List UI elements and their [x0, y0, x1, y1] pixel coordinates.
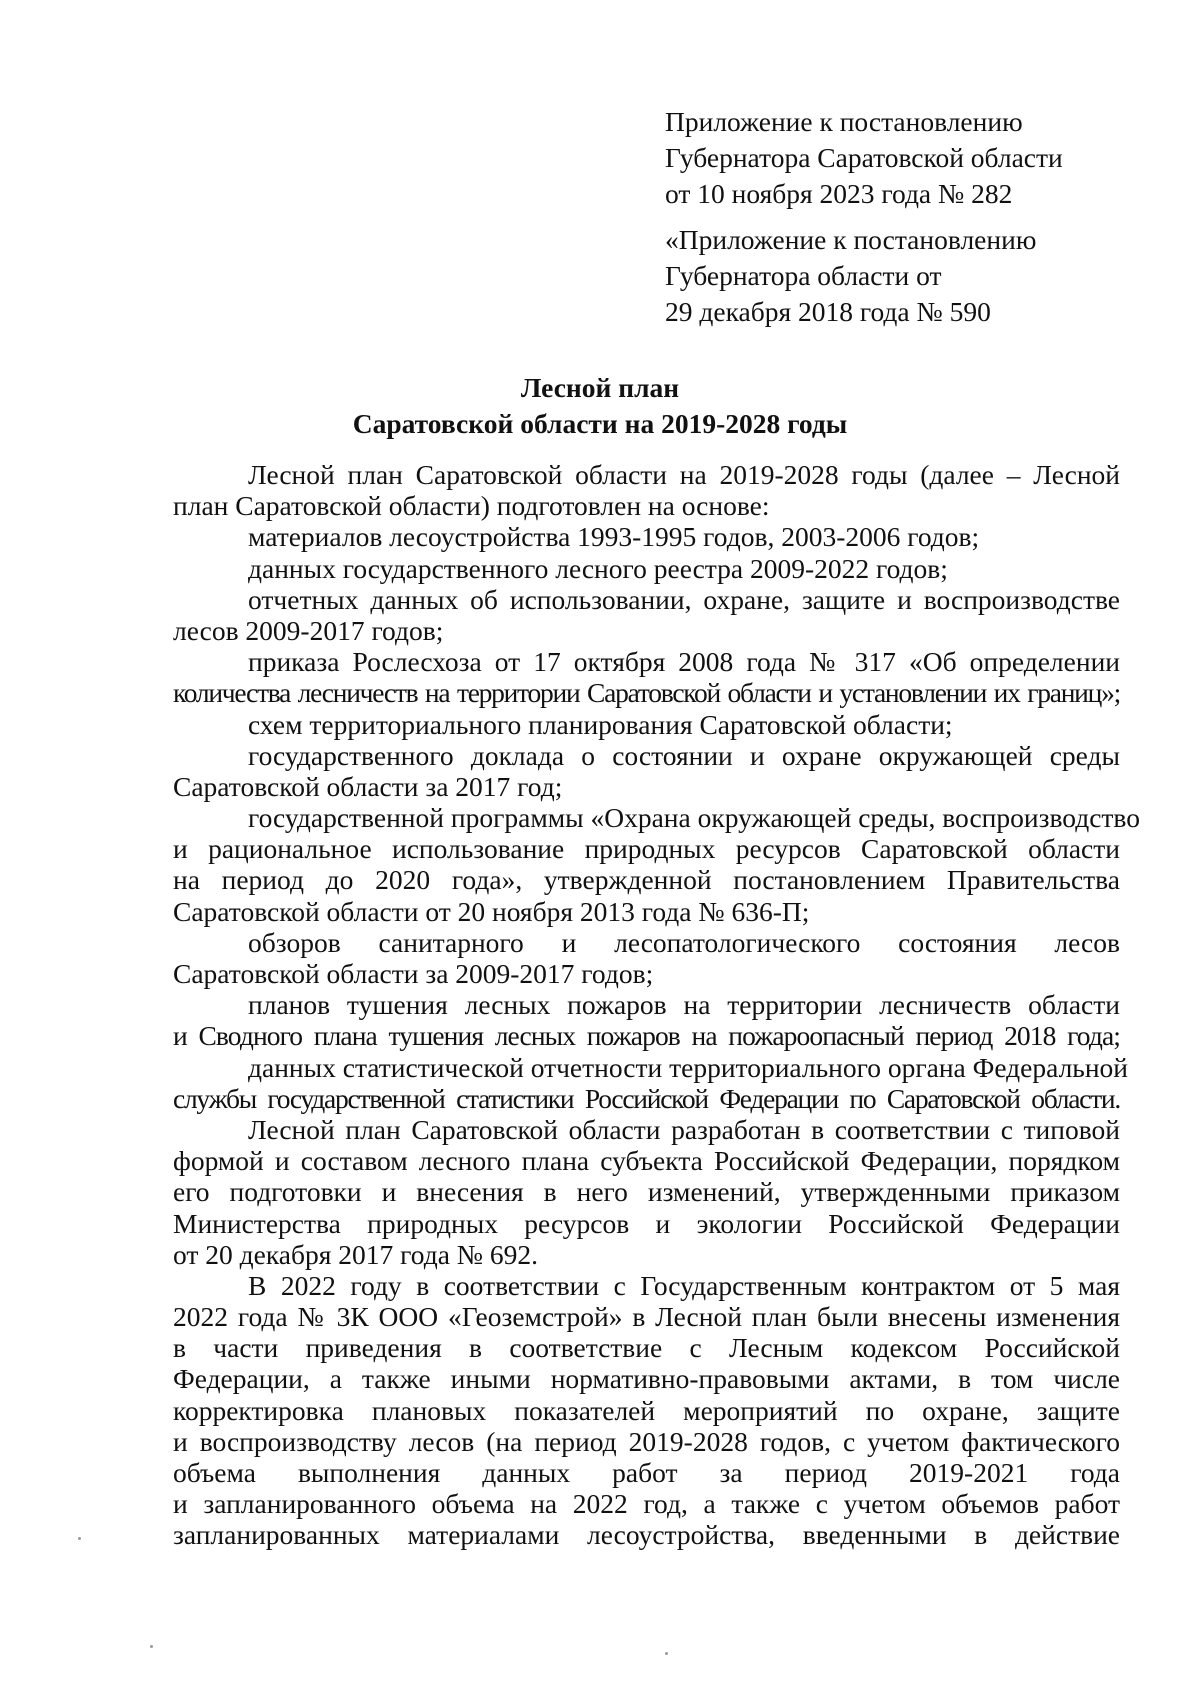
document-title: [0, 370, 1200, 442]
body-line: обзоров санитарного и лесопатологического состояния лесов: [248, 926, 1120, 958]
body-line: Федерации, а также иными нормативно-правовыми актами, в том числе: [173, 1363, 1120, 1395]
body-line: запланированных материалами лесоустройства, введенными в действие: [173, 1519, 1120, 1551]
approval-stamp-current: [665, 104, 1145, 212]
approval-stamp-original: [665, 222, 1145, 330]
scan-speck: [150, 1645, 153, 1648]
body-line: количества лесничеств на территории Саратовской области и установлении их границ»;: [173, 677, 1120, 709]
approval-line: 29 декабря 2018 года № 590: [665, 296, 991, 327]
body-line: Саратовской области от 20 ноября 2013 года № 636-П;: [173, 895, 810, 927]
body-line: его подготовки и внесения в него изменений, утвержденными приказом: [173, 1176, 1120, 1208]
approval-line: «Приложение к постановлению: [665, 224, 1037, 255]
scan-speck: [78, 1537, 81, 1540]
body-line: Саратовской области за 2009-2017 годов;: [173, 958, 654, 989]
scan-speck: [665, 1652, 668, 1655]
body-line: корректировка плановых показателей мероприятий по охране, защите: [173, 1394, 1120, 1426]
body-line: объема выполнения данных работ за период 2019-2021 года: [173, 1457, 1120, 1488]
body-line: государственного доклада о состоянии и охране окружающей среды: [248, 739, 1120, 771]
body-line: Лесной план Саратовской области разработан в соответствии с типовой: [248, 1113, 1120, 1145]
document-body: [173, 459, 1140, 1551]
approval-line: Губернатора области от: [665, 260, 942, 291]
title-line: Лесной план: [520, 372, 680, 403]
title-line: Саратовской области на 2019-2028 годы: [352, 408, 848, 439]
body-line: Лесной план Саратовской области на 2019-2028 годы (далее – Лесной: [248, 459, 1120, 490]
body-line: формой и составом лесного плана субъекта Российской Федерации, порядком: [173, 1145, 1120, 1177]
body-line: приказа Рослесхоза от 17 октября 2008 года № 317 «Об определении: [248, 646, 1120, 678]
body-line: и Сводного плана тушения лесных пожаров на пожароопасный период 2018 года;: [173, 1020, 1120, 1052]
body-line: отчетных данных об использовании, охране, защите и воспроизводстве: [248, 583, 1120, 615]
body-line: план Саратовской области) подготовлен на основе:: [173, 490, 770, 522]
body-line: службы государственной статистики Российской Федерации по Саратовской области.: [173, 1082, 1120, 1114]
body-line: от 20 декабря 2017 года № 692.: [173, 1238, 539, 1270]
body-line: лесов 2009-2017 годов;: [173, 614, 444, 646]
body-line: материалов лесоустройства 1993-1995 годов, 2003-2006 годов;: [248, 521, 980, 553]
body-line: и воспроизводству лесов (на период 2019-2028 годов, с учетом фактического: [173, 1425, 1120, 1457]
body-line: в части приведения в соответствие с Лесным кодексом Российской: [173, 1332, 1120, 1364]
approval-line: Губернатора Саратовской области: [665, 142, 1063, 173]
body-line: Министерства природных ресурсов и экологии Российской Федерации: [173, 1207, 1120, 1239]
body-line: и рациональное использование природных ресурсов Саратовской области: [173, 833, 1120, 865]
body-line: на период до 2020 года», утвержденной постановлением Правительства: [173, 864, 1120, 896]
body-line: 2022 года № 3К ООО «Геоземстрой» в Лесной план были внесены изменения: [173, 1301, 1120, 1333]
body-line: и запланированного объема на 2022 год, а также с учетом объемов работ: [173, 1488, 1120, 1520]
body-line: государственной программы «Охрана окружающей среды, воспроизводство: [248, 802, 1140, 834]
body-line: схем территориального планирования Саратовской области;: [248, 708, 953, 740]
approval-line: Приложение к постановлению: [665, 106, 1023, 137]
body-line: планов тушения лесных пожаров на территории лесничеств области: [248, 989, 1120, 1021]
body-line: В 2022 году в соответствии с Государственным контрактом от 5 мая: [248, 1269, 1120, 1301]
body-line: Саратовской области за 2017 год;: [173, 770, 563, 802]
approval-line: от 10 ноября 2023 года № 282: [665, 178, 1013, 209]
body-line: данных государственного лесного реестра 2009-2022 годов;: [248, 552, 948, 584]
body-line: данных статистической отчетности территориального органа Федеральной: [248, 1051, 1129, 1083]
